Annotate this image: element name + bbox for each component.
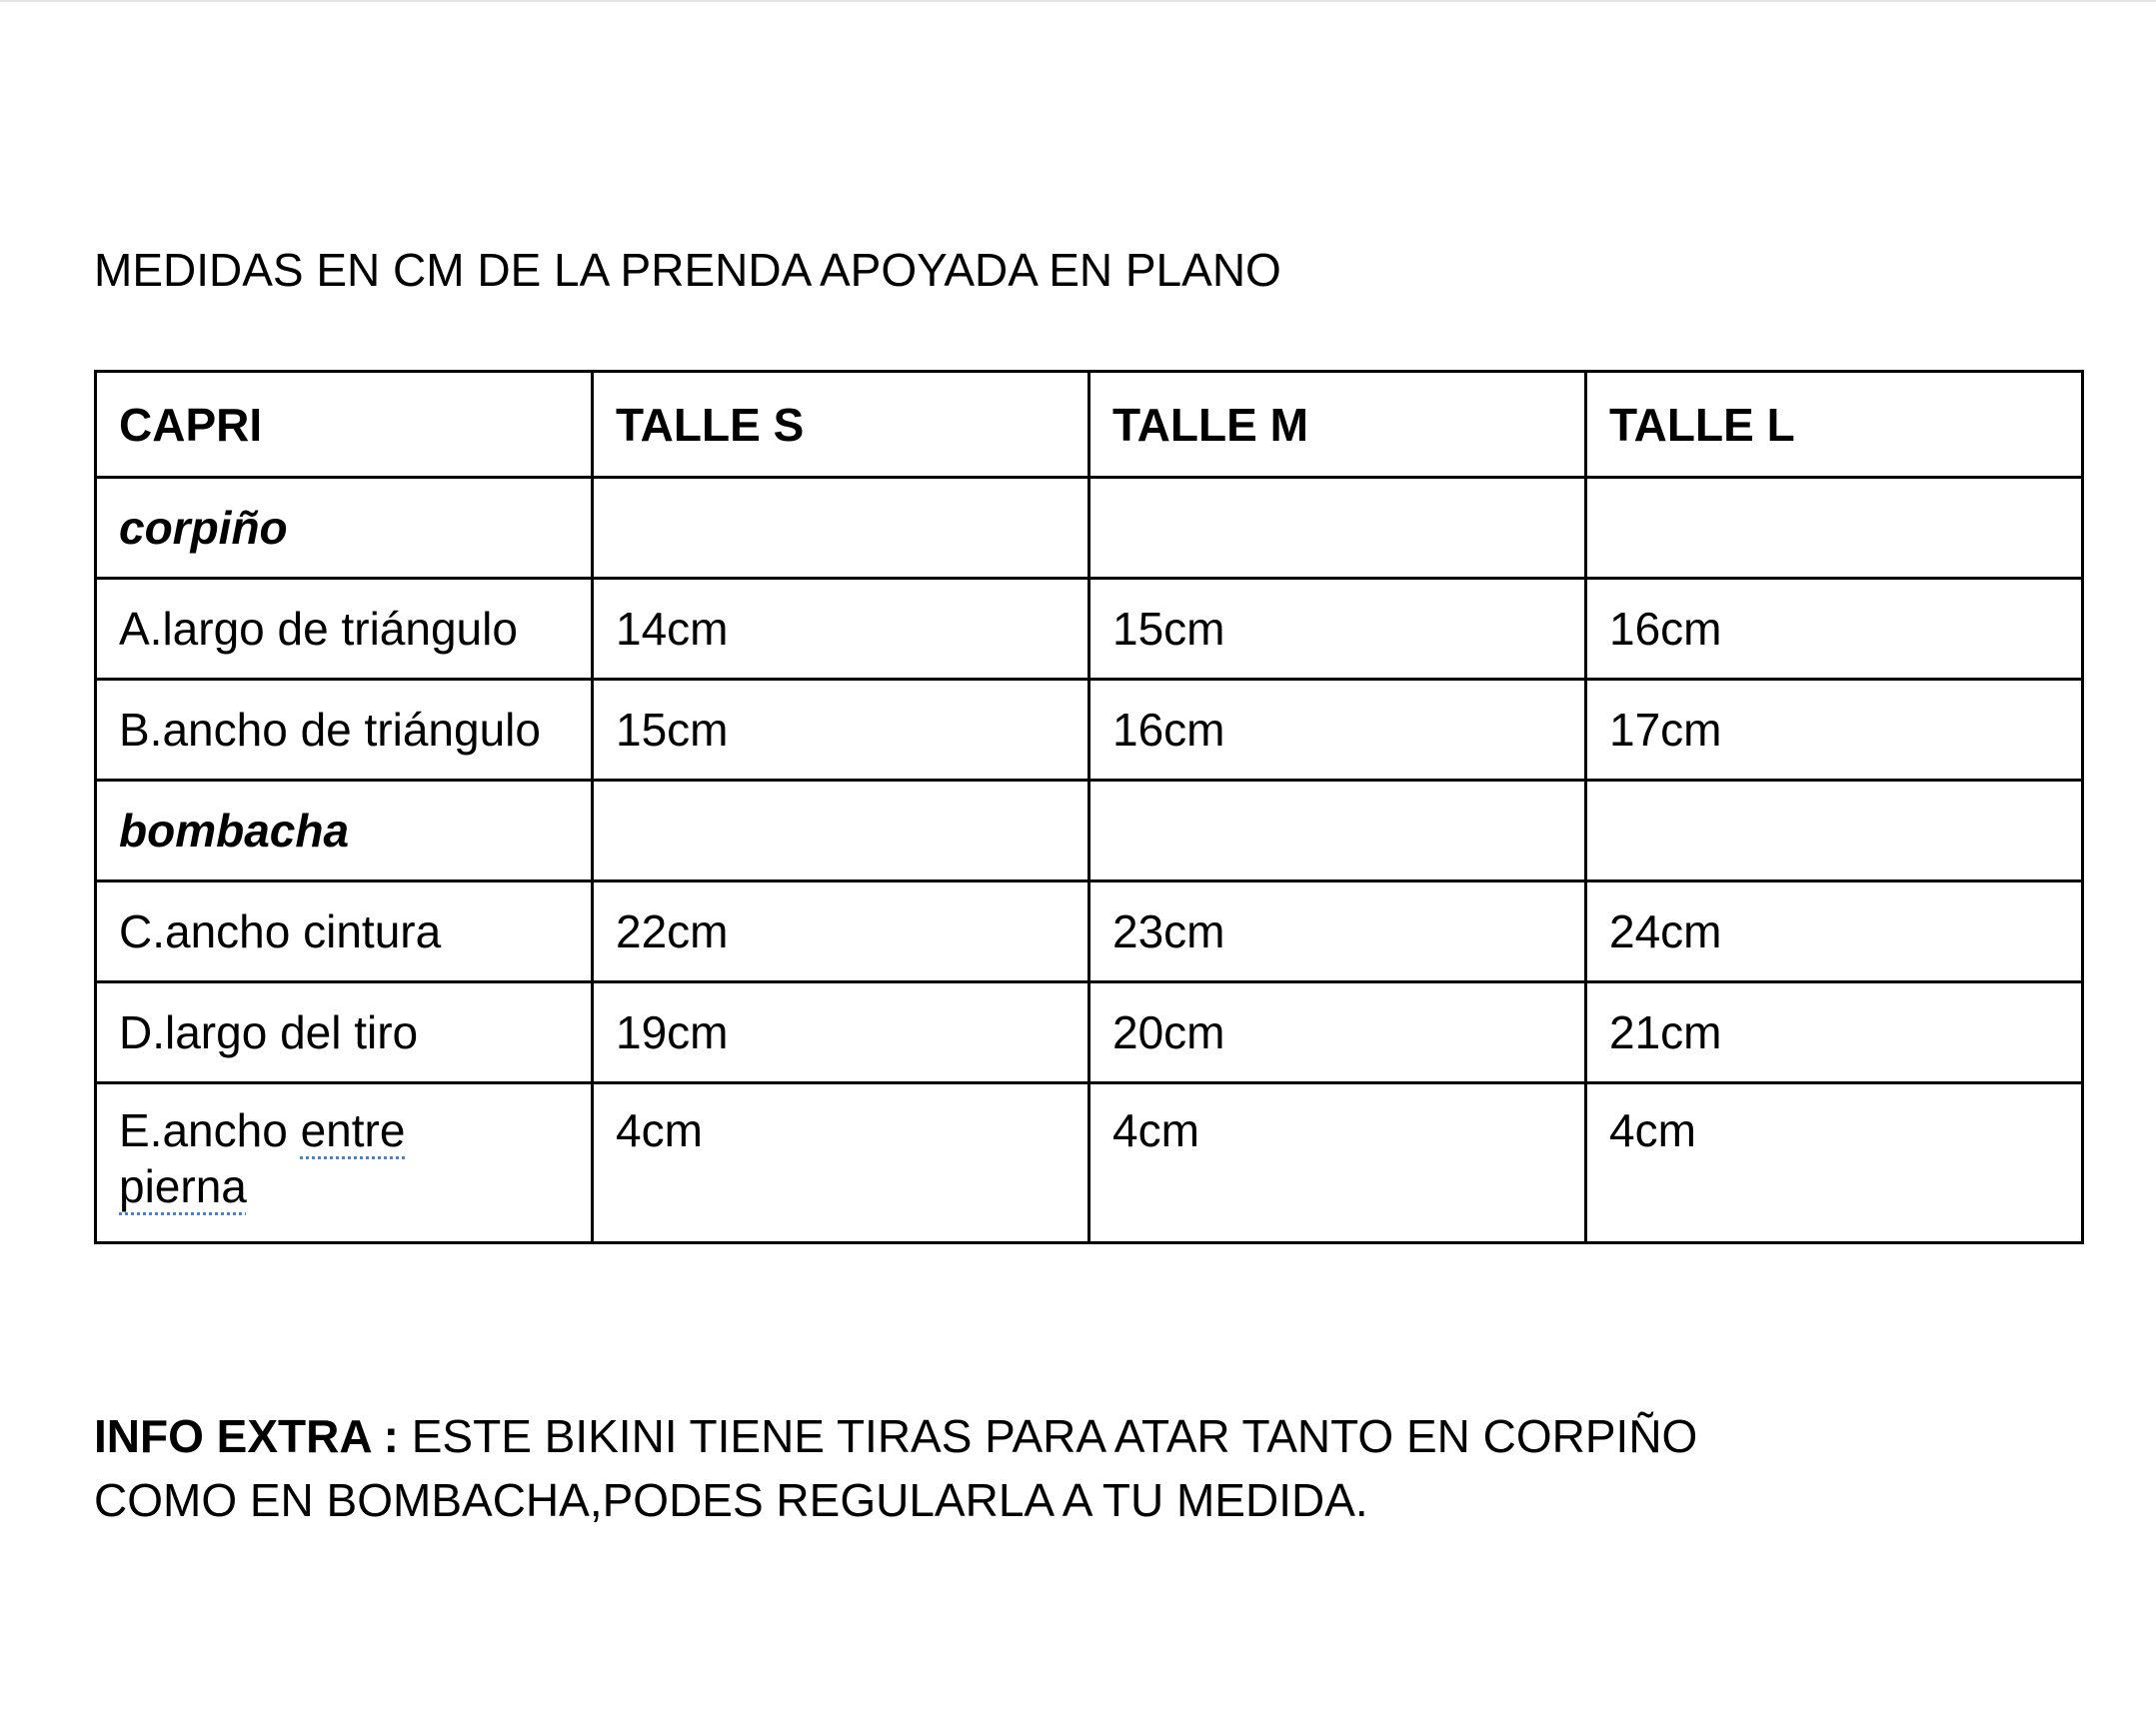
value-talle-l: 17cm: [1586, 680, 2083, 781]
empty-cell: [593, 781, 1089, 881]
spellcheck-word[interactable]: pierna: [119, 1160, 247, 1212]
section-row-bombacha: [96, 781, 2083, 881]
info-extra-paragraph: [94, 1404, 2043, 1532]
header-talle-l: TALLE L: [1586, 372, 2083, 478]
table-row: [96, 579, 2083, 680]
header-talle-s: TALLE S: [593, 372, 1089, 478]
empty-cell: [593, 478, 1089, 579]
value-talle-s: 22cm: [593, 881, 1089, 982]
table-header-row: [96, 372, 2083, 478]
value-talle-m: 4cm: [1089, 1083, 1586, 1243]
empty-cell: [1586, 781, 2083, 881]
table-row: [96, 881, 2083, 982]
info-extra-line1: ESTE BIKINI TIENE TIRAS PARA ATAR TANTO EN CORPIÑO: [398, 1410, 1698, 1462]
value-talle-m: 20cm: [1089, 982, 1586, 1083]
value-talle-l: 24cm: [1586, 881, 2083, 982]
value-talle-s: 4cm: [593, 1083, 1089, 1243]
info-extra-line2: COMO EN BOMBACHA,PODES REGULARLA A TU MEDIDA.: [94, 1474, 1368, 1526]
value-talle-m: 15cm: [1089, 579, 1586, 680]
row-label: [96, 1083, 593, 1243]
row-label: B.ancho de triángulo: [96, 680, 593, 781]
value-talle-l: 16cm: [1586, 579, 2083, 680]
value-talle-m: 16cm: [1089, 680, 1586, 781]
section-row-corpino: [96, 478, 2083, 579]
table-row: [96, 982, 2083, 1083]
page-top-border: [0, 0, 2156, 2]
table-row: [96, 680, 2083, 781]
value-talle-l: 4cm: [1586, 1083, 2083, 1243]
value-talle-s: 19cm: [593, 982, 1089, 1083]
info-extra-label: INFO EXTRA :: [94, 1410, 399, 1462]
row-label: A.largo de triángulo: [96, 579, 593, 680]
row-label: C.ancho cintura: [96, 881, 593, 982]
section-label-corpino: corpiño: [96, 478, 593, 579]
value-talle-l: 21cm: [1586, 982, 2083, 1083]
section-label-bombacha: bombacha: [96, 781, 593, 881]
header-talle-m: TALLE M: [1089, 372, 1586, 478]
row-label-part: E.ancho: [119, 1104, 301, 1156]
empty-cell: [1089, 478, 1586, 579]
spellcheck-word[interactable]: entre: [300, 1104, 406, 1156]
size-table: [94, 370, 2084, 1244]
value-talle-m: 23cm: [1089, 881, 1586, 982]
header-capri: CAPRI: [96, 372, 593, 478]
empty-cell: [1089, 781, 1586, 881]
table-row: [96, 1083, 2083, 1243]
document-title: MEDIDAS EN CM DE LA PRENDA APOYADA EN PLANO: [94, 244, 1281, 296]
empty-cell: [1586, 478, 2083, 579]
value-talle-s: 14cm: [593, 579, 1089, 680]
row-label: D.largo del tiro: [96, 982, 593, 1083]
value-talle-s: 15cm: [593, 680, 1089, 781]
